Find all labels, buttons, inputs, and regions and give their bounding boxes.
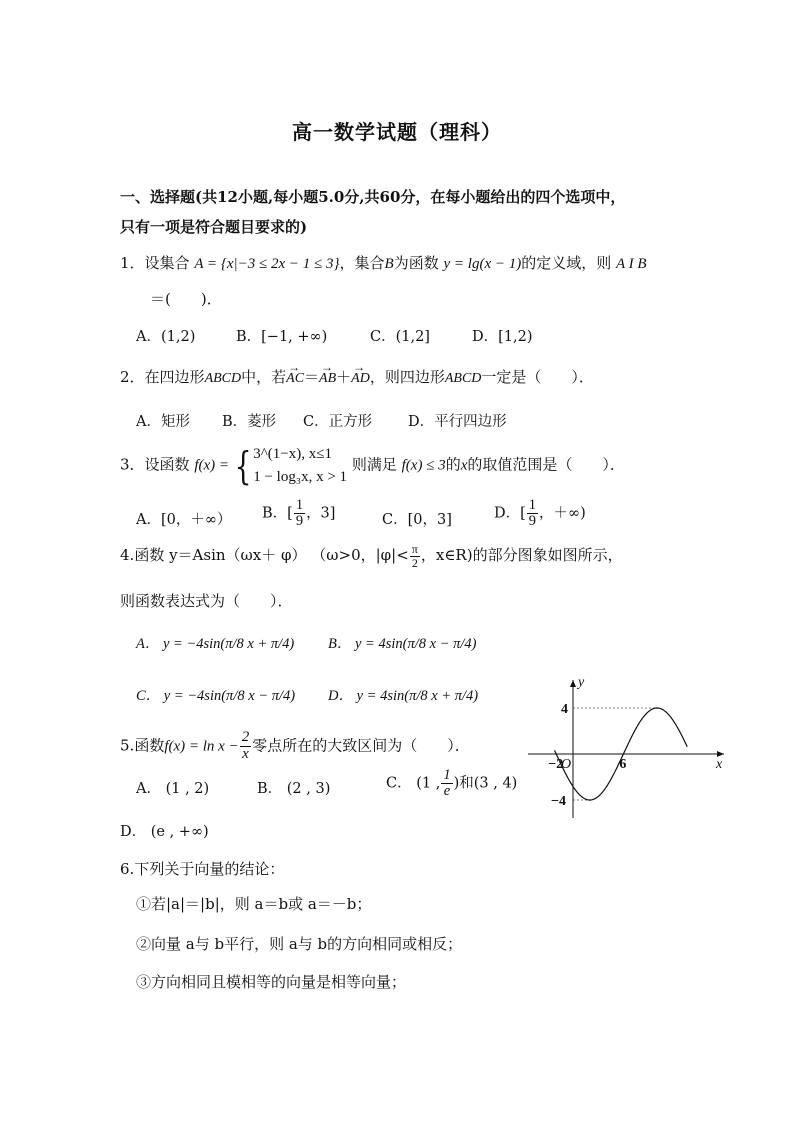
question-3 — [120, 443, 625, 488]
q2-vector-ab: → AB — [319, 371, 336, 387]
q3-number: 3． — [120, 455, 145, 474]
q3-option-b-fraction — [294, 498, 305, 529]
q5-option-c-pre: C． (1 , — [386, 775, 441, 792]
q2-option-a: A．矩形 — [136, 414, 190, 430]
q5-frac-num: 2 — [241, 729, 250, 745]
origin-label: O — [561, 757, 572, 772]
section-heading-line1: 一、选择题(共12小题,每小题5.0分,共60分，在每小题给出的四个选项中， — [120, 188, 626, 206]
q5-text-a: 函数 — [134, 736, 165, 755]
q1-set-b: B — [384, 256, 394, 272]
q5-option-c-fraction — [441, 768, 452, 799]
q4-number: 4. — [120, 546, 135, 565]
q2-option-d: D．平行四边形 — [408, 414, 507, 430]
q2-number: 2． — [120, 368, 145, 386]
q1-option-c: C．(1,2] — [370, 329, 430, 345]
section-heading-line2: 只有一项是符合题目要求的) — [120, 218, 308, 236]
q4-option-a: A． y = −4sin(π/8 x + π/4) — [136, 636, 295, 652]
q4-two: 2 — [411, 555, 418, 570]
q3-text-c: 的 — [445, 455, 461, 474]
q3-option-d-post: ，＋∞) — [539, 505, 586, 522]
q1-text-d: 的定义域，则 — [521, 254, 612, 272]
y-axis-arrow — [570, 680, 576, 687]
q5-fraction — [240, 730, 252, 763]
q1-text-b: ，集合 — [339, 254, 385, 272]
q1-text-a: 设集合 — [144, 254, 190, 272]
q3-cases — [253, 443, 347, 488]
q1-function: y = lg(x − 1) — [443, 256, 522, 272]
q3-text-d: 的取值范围是（ ）． — [467, 455, 625, 474]
q1-set-a: A = {x|−3 ≤ 2x − 1 ≤ 3} — [194, 256, 340, 272]
question-2 — [120, 366, 594, 387]
q4-option-b: B． y = 4sin(π/8 x − π/4) — [328, 636, 477, 652]
q3-option-b-num: 1 — [295, 497, 304, 513]
q1-text-c: 为函数 — [393, 254, 439, 272]
q3-text-a: 设函数 — [144, 455, 190, 474]
q4-option-d: D． y = 4sin(π/8 x + π/4) — [328, 688, 479, 704]
max-label: 4 — [561, 702, 568, 717]
q3-option-d — [494, 498, 586, 529]
q5-number: 5. — [120, 736, 135, 755]
q3-option-d-pre: D．[ — [494, 505, 526, 522]
question-6 — [120, 858, 284, 879]
q1-answer-line: ＝( )． — [150, 290, 222, 308]
key-point-3 — [656, 707, 658, 709]
q5-option-a: A． (1 , 2) — [136, 781, 210, 797]
q5-option-b: B． (2 , 3) — [257, 781, 331, 797]
graph-root — [528, 675, 724, 818]
q2-vector-ac: → AC — [286, 371, 304, 387]
y-axis-label: y — [578, 675, 585, 690]
sine-graph — [526, 672, 732, 820]
q1-option-b: B．[−1, +∞) — [236, 329, 328, 345]
q3-option-b-pre: B．[ — [262, 505, 293, 522]
q2-text-a: 在四边形 — [144, 368, 205, 386]
q3-case-1: 3^(1−x), x≤1 — [253, 446, 332, 462]
q5-option-c-den: e — [443, 783, 451, 800]
q1-option-d: D．[1,2) — [472, 329, 533, 345]
q6-item-2: ②向量 a与 b平行，则 a与 b的方向相同或相反； — [136, 935, 463, 953]
q4-text-b: ，x∈R)的部分图象如图所示， — [420, 546, 623, 565]
q5-option-c-mid: )和 — [453, 775, 474, 792]
q2-equals: ＝ — [304, 368, 320, 386]
q3-option-d-den: 9 — [528, 513, 537, 530]
min-label: −4 — [551, 794, 566, 809]
q6-item-1: ①若|a|＝|b|，则 a＝b或 a＝－b； — [136, 895, 372, 913]
q6-number: 6. — [120, 860, 135, 878]
q2-name-2: ABCD — [444, 371, 482, 386]
q6-item-3: ③方向相同且模相等的向量是相等向量； — [136, 973, 407, 991]
q1-number: 1． — [120, 254, 145, 272]
q5-option-d: D． (e , +∞) — [120, 824, 209, 840]
key-point-0 — [555, 753, 557, 755]
q4-pi: π — [411, 542, 418, 556]
q3-case-2: 1 − log₃x, x > 1 — [253, 468, 348, 485]
page-title: 高一数学试题（理科） — [292, 120, 502, 144]
q3-option-d-num: 1 — [528, 497, 537, 513]
q3-condition: f(x) ≤ 3 — [401, 457, 446, 474]
q3-variable: x — [460, 457, 468, 474]
q3-option-c: C．[0，3] — [382, 512, 452, 528]
question-1 — [120, 252, 647, 273]
q1-expression: A I B — [616, 256, 647, 272]
q3-option-b-den: 9 — [295, 513, 304, 530]
q5-option-c-num: 1 — [443, 767, 451, 783]
q3-text-b: 则满足 — [351, 455, 397, 474]
q3-brace: { — [234, 443, 252, 488]
q4-text-a: 函数 y＝Asin（ωx＋ φ） （ω>0，|φ|< — [134, 546, 409, 565]
q2-option-c: C．正方形 — [303, 414, 373, 430]
q2-name-1: ABCD — [204, 371, 242, 386]
q3-fx: f(x) = — [194, 457, 230, 474]
neg-tick-label: −2 — [548, 757, 564, 772]
q3-option-b-post: ，3] — [306, 505, 336, 522]
q5-function: f(x) = ln x − — [164, 738, 239, 755]
q3-option-d-fraction — [527, 498, 538, 529]
pos-tick-label: 6 — [619, 757, 627, 772]
q3-option-a: A．[0，＋∞） — [136, 512, 232, 528]
question-5 — [120, 730, 470, 763]
q2-text-c: ，则四边形 — [369, 368, 445, 386]
q4-option-c: C． y = −4sin(π/8 x − π/4) — [136, 688, 296, 704]
key-point-1 — [589, 799, 591, 801]
q1-option-a: A．(1,2) — [136, 329, 196, 345]
question-4 — [120, 543, 623, 569]
q2-vector-ad: → AD — [351, 371, 370, 387]
q2-text-b: 中，若 — [241, 368, 287, 386]
q5-text-b: 零点所在的大致区间为（ ）． — [252, 736, 470, 755]
q3-option-b — [262, 498, 335, 529]
q2-plus: ＋ — [336, 368, 352, 386]
q5-option-c-post: (3 , 4) — [473, 775, 518, 792]
q4-line-2: 则函数表达式为（ ）． — [120, 592, 293, 610]
q2-option-b: B．菱形 — [222, 414, 277, 430]
q5-option-c — [386, 768, 517, 799]
q5-frac-den: x — [242, 745, 249, 762]
x-axis-label: x — [716, 757, 723, 772]
q4-pi-fraction — [410, 543, 420, 569]
q2-text-d: 一定是（ ）． — [481, 368, 594, 386]
key-point-2 — [623, 753, 625, 755]
q6-text: 下列关于向量的结论： — [134, 860, 285, 878]
